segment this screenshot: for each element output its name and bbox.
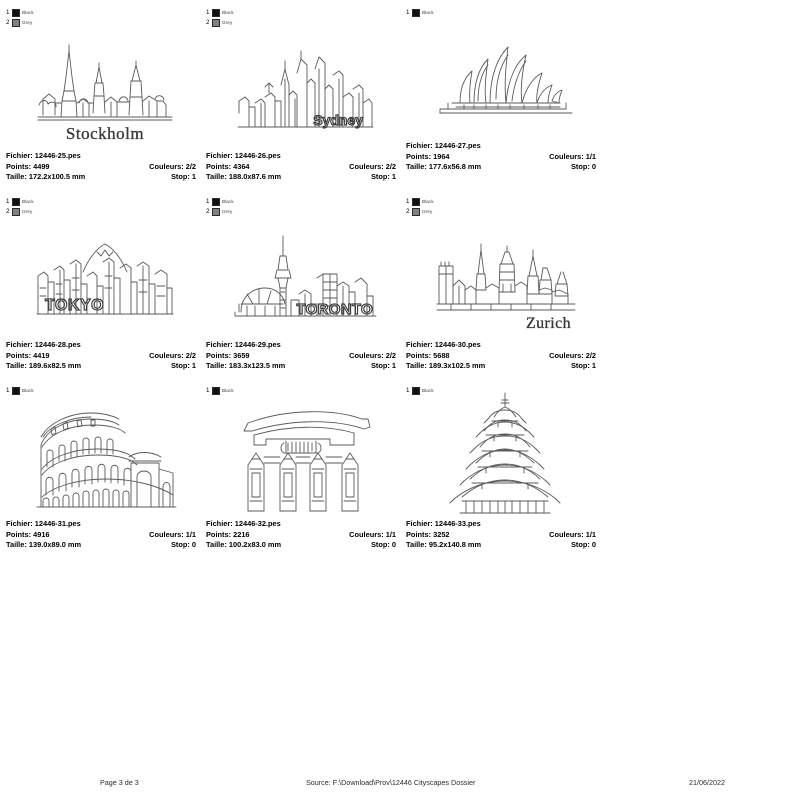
design-info-right <box>549 530 596 551</box>
design-info <box>6 151 204 189</box>
color-legend <box>6 386 204 395</box>
design-info <box>206 340 404 378</box>
legend-color-name: Black <box>222 198 234 204</box>
legend-color-name: Grey <box>222 19 233 25</box>
design-info-right <box>149 351 196 372</box>
design-cell <box>400 189 600 378</box>
design-file: Fichier: 12446-26.pes <box>206 151 281 160</box>
design-info-left <box>206 151 281 183</box>
legend-color-name: Black <box>22 198 34 204</box>
legend-color-name: Grey <box>22 208 33 214</box>
design-preview-toronto-skyline <box>206 218 404 336</box>
legend-index: 1 <box>406 386 410 394</box>
pagoda-icon <box>440 391 570 515</box>
design-info-right <box>549 351 596 372</box>
legend-item <box>6 197 204 206</box>
color-legend <box>406 197 604 216</box>
design-info-left <box>406 340 485 372</box>
design-colors: Couleurs: 2/2 <box>549 350 596 360</box>
design-info-right <box>549 152 596 173</box>
design-cell <box>200 0 400 189</box>
design-size: Taille: 100.2x83.0 mm <box>206 540 282 550</box>
legend-index: 2 <box>206 207 210 215</box>
legend-item <box>206 197 404 206</box>
legend-color-name: Grey <box>222 208 233 214</box>
design-stop: Stop: 1 <box>370 172 396 182</box>
design-preview-colosseum <box>6 397 204 515</box>
design-info-left <box>406 519 481 551</box>
legend-swatch-black <box>412 198 420 206</box>
design-info-left <box>206 340 285 372</box>
legend-index: 2 <box>206 18 210 26</box>
design-colors: Couleurs: 1/1 <box>549 529 596 539</box>
design-colors: Couleurs: 1/1 <box>349 529 396 539</box>
design-points: Points: 3659 <box>206 350 250 360</box>
legend-color-name: Grey <box>422 208 433 214</box>
design-info <box>406 340 604 378</box>
design-preview-opera-house <box>406 19 604 137</box>
design-file: Fichier: 12446-25.pes <box>6 151 81 160</box>
design-info-left <box>6 151 85 183</box>
design-info-right <box>149 530 196 551</box>
design-preview-pagoda <box>406 397 604 515</box>
design-points: Points: 5688 <box>406 350 450 360</box>
design-info-right <box>349 530 396 551</box>
legend-index: 1 <box>6 8 10 16</box>
color-legend <box>206 386 404 395</box>
legend-index: 1 <box>6 197 10 205</box>
design-file: Fichier: 12446-29.pes <box>206 340 281 349</box>
design-info-left <box>406 141 481 173</box>
design-preview-sydney-skyline <box>206 29 404 147</box>
legend-index: 2 <box>6 207 10 215</box>
design-info-left <box>6 519 81 551</box>
legend-color-name: Black <box>222 387 234 393</box>
design-preview-stockholm-skyline <box>6 29 204 147</box>
legend-color-name: Black <box>222 9 234 15</box>
design-preview-zurich-skyline <box>406 218 604 336</box>
legend-color-name: Black <box>422 198 434 204</box>
zurich-skyline-icon <box>433 228 578 336</box>
design-colors: Couleurs: 2/2 <box>149 350 196 360</box>
design-cell <box>0 0 200 189</box>
legend-swatch-grey <box>12 19 20 27</box>
legend-index: 1 <box>206 8 210 16</box>
design-size: Taille: 189.3x102.5 mm <box>406 361 486 371</box>
legend-item <box>6 18 204 27</box>
design-info <box>206 151 404 189</box>
sydney-skyline-icon <box>235 39 375 147</box>
opera-house-icon <box>430 37 580 137</box>
legend-swatch-black <box>12 198 20 206</box>
design-size: Taille: 95.2x140.8 mm <box>406 540 482 550</box>
torii-gate-icon <box>230 401 380 515</box>
design-city-label: Stockholm <box>65 124 145 143</box>
design-colors: Couleurs: 2/2 <box>349 350 396 360</box>
design-stop: Stop: 0 <box>570 162 596 172</box>
legend-item <box>206 18 404 27</box>
legend-swatch-black <box>212 9 220 17</box>
design-preview-torii-gate <box>206 397 404 515</box>
design-colors: Couleurs: 2/2 <box>349 161 396 171</box>
legend-color-name: Black <box>22 387 34 393</box>
legend-item <box>406 197 604 206</box>
design-preview-tokyo-skyline <box>6 218 204 336</box>
legend-item <box>206 8 404 17</box>
legend-item <box>406 207 604 216</box>
design-size: Taille: 188.0x87.6 mm <box>206 172 282 182</box>
design-file: Fichier: 12446-30.pes <box>406 340 481 349</box>
design-cell <box>0 189 200 378</box>
design-info-right <box>149 162 196 183</box>
design-cell <box>400 0 600 189</box>
design-points: Points: 3252 <box>406 529 450 539</box>
legend-swatch-grey <box>412 208 420 216</box>
design-info <box>6 340 204 378</box>
design-stop: Stop: 0 <box>570 540 596 550</box>
design-info <box>406 519 604 557</box>
design-file: Fichier: 12446-32.pes <box>206 519 281 528</box>
design-colors: Couleurs: 2/2 <box>149 161 196 171</box>
design-city-label: TORONTO <box>295 301 373 318</box>
design-file: Fichier: 12446-28.pes <box>6 340 81 349</box>
tokyo-skyline-icon <box>35 228 175 336</box>
design-row <box>0 189 800 378</box>
design-info-left <box>206 519 281 551</box>
design-info <box>206 519 404 557</box>
legend-swatch-black <box>12 387 20 395</box>
color-legend <box>6 8 204 27</box>
design-file: Fichier: 12446-33.pes <box>406 519 481 528</box>
legend-index: 1 <box>206 386 210 394</box>
design-points: Points: 4364 <box>206 161 250 171</box>
design-points: Points: 4499 <box>6 161 50 171</box>
legend-index: 1 <box>406 8 410 16</box>
legend-color-name: Black <box>22 9 34 15</box>
legend-item <box>6 207 204 216</box>
legend-swatch-grey <box>212 208 220 216</box>
legend-swatch-black <box>212 387 220 395</box>
footer-date: 21/06/2022 <box>689 778 725 787</box>
design-points: Points: 4419 <box>6 350 50 360</box>
design-size: Taille: 183.3x123.5 mm <box>206 361 286 371</box>
colosseum-icon <box>33 411 178 515</box>
legend-color-name: Black <box>422 387 434 393</box>
design-city-label: Zurich <box>525 315 571 332</box>
design-file: Fichier: 12446-31.pes <box>6 519 81 528</box>
design-cell <box>400 378 600 557</box>
design-colors: Couleurs: 1/1 <box>549 151 596 161</box>
legend-item <box>6 386 204 395</box>
legend-index: 1 <box>6 386 10 394</box>
design-points: Points: 4916 <box>6 529 50 539</box>
legend-item <box>206 207 404 216</box>
stockholm-skyline-icon <box>35 39 175 147</box>
footer-page-number: Page 3 de 3 <box>100 778 139 787</box>
design-size: Taille: 172.2x100.5 mm <box>6 172 86 182</box>
legend-swatch-black <box>412 387 420 395</box>
legend-item <box>6 8 204 17</box>
color-legend <box>206 197 404 216</box>
design-info <box>6 519 204 557</box>
legend-color-name: Grey <box>22 19 33 25</box>
legend-swatch-grey <box>12 208 20 216</box>
legend-item <box>406 8 604 17</box>
design-stop: Stop: 1 <box>170 361 196 371</box>
legend-item <box>206 386 404 395</box>
legend-swatch-black <box>212 198 220 206</box>
legend-swatch-black <box>12 9 20 17</box>
design-city-label: TOKYO <box>45 297 105 314</box>
design-cell <box>0 378 200 557</box>
footer-source-path: Source: F:\Download\Prov\12446 Cityscapes Dossier <box>306 778 476 787</box>
design-colors: Couleurs: 1/1 <box>149 529 196 539</box>
design-info-right <box>349 351 396 372</box>
legend-index: 2 <box>6 18 10 26</box>
design-row <box>0 378 800 557</box>
legend-swatch-black <box>412 9 420 17</box>
design-stop: Stop: 0 <box>170 540 196 550</box>
design-size: Taille: 139.0x89.0 mm <box>6 540 82 550</box>
color-legend <box>406 8 604 17</box>
design-cell <box>200 189 400 378</box>
page-footer <box>0 778 800 792</box>
design-stop: Stop: 1 <box>370 361 396 371</box>
design-row <box>0 0 800 189</box>
legend-index: 1 <box>206 197 210 205</box>
color-legend <box>206 8 404 27</box>
legend-color-name: Black <box>422 9 434 15</box>
design-info-left <box>6 340 81 372</box>
design-stop: Stop: 0 <box>370 540 396 550</box>
design-size: Taille: 189.6x82.5 mm <box>6 361 82 371</box>
design-cell <box>200 378 400 557</box>
color-legend <box>6 197 204 216</box>
toronto-skyline-icon <box>233 226 378 336</box>
design-file: Fichier: 12446-27.pes <box>406 141 481 150</box>
design-points: Points: 1964 <box>406 151 450 161</box>
legend-index: 2 <box>406 207 410 215</box>
design-stop: Stop: 1 <box>570 361 596 371</box>
design-city-label: Sydney <box>313 112 363 128</box>
design-info-right <box>349 162 396 183</box>
design-points: Points: 2216 <box>206 529 250 539</box>
design-size: Taille: 177.6x56.8 mm <box>406 162 482 172</box>
design-stop: Stop: 1 <box>170 172 196 182</box>
design-info <box>406 141 604 179</box>
legend-swatch-grey <box>212 19 220 27</box>
legend-index: 1 <box>406 197 410 205</box>
